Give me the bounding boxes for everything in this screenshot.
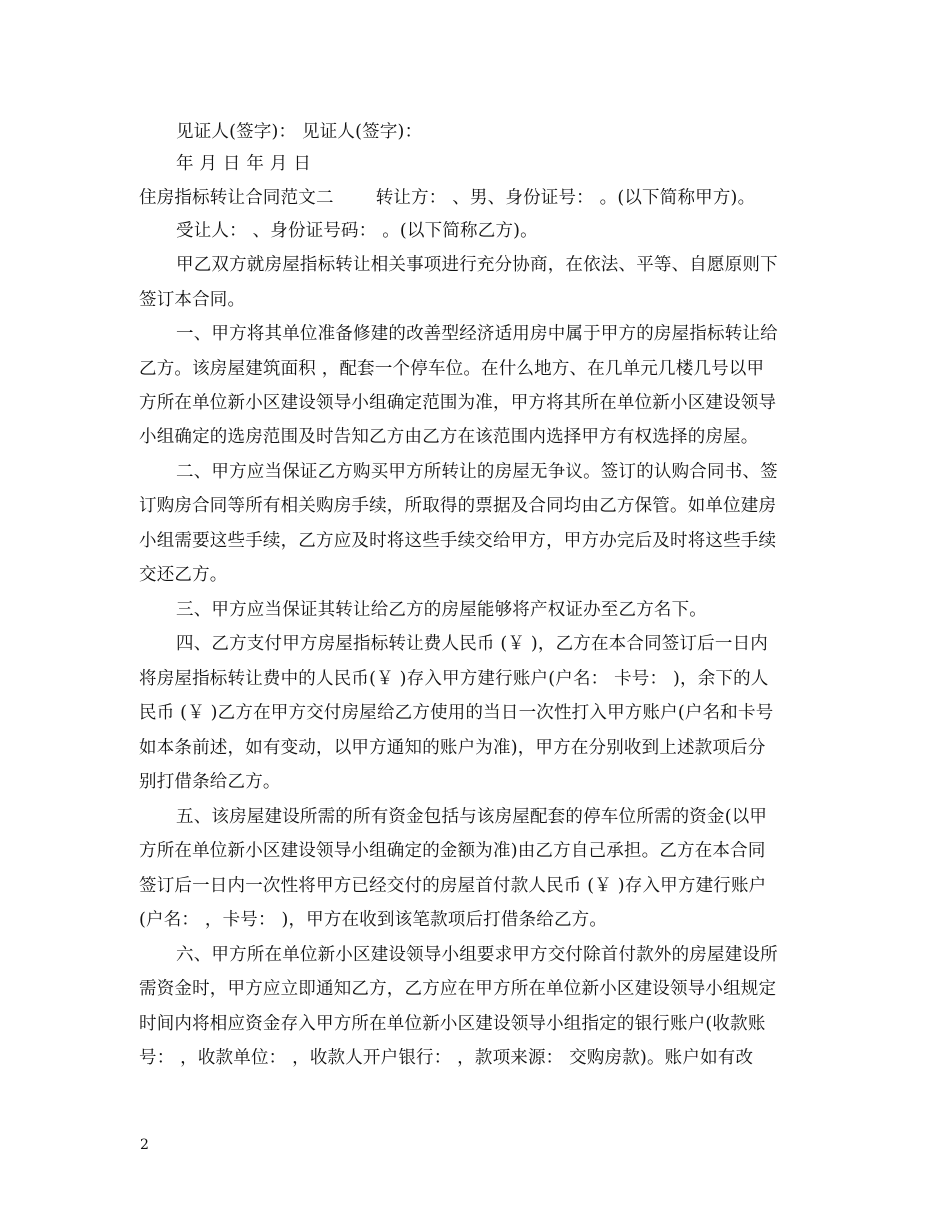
clause-4-line: 四、乙方支付甲方房屋指标转让费人民币 (￥ )，乙方在本合同签订后一日内 <box>176 634 768 654</box>
clause-1-line: 一、甲方将其单位准备修建的改善型经济适用房中属于甲方的房屋指标转让给 <box>176 324 778 344</box>
clause-1-line: 乙方。该房屋建筑面积 ，配套一个停车位。在什么地方、在几单元几楼几号以甲 <box>139 359 765 379</box>
transferor-info: 转让方： 、男、身份证号： 。(以下简称甲方)。 <box>375 188 756 208</box>
transferee-info: 受让人： 、身份证号码： 。(以下简称乙方)。 <box>176 221 538 241</box>
clause-4-line: 民币 (￥ )乙方在甲方交付房屋给乙方使用的当日一次性打入甲方账户(户名和卡号 <box>139 703 774 723</box>
clause-5-line: (户名： ，卡号： )，甲方在收到该笔款项后打借条给乙方。 <box>139 910 608 930</box>
section-title: 住房指标转让合同范文二 <box>139 188 334 208</box>
clause-3-line: 三、甲方应当保证其转让给乙方的房屋能够将产权证办至乙方名下。 <box>176 600 707 620</box>
clause-6-line: 六、甲方所在单位新小区建设领导小组要求甲方交付除首付款外的房屋建设所 <box>176 945 778 965</box>
paragraph-line: 签订本合同。 <box>139 290 246 310</box>
clause-6-line: 时间内将相应资金存入甲方所在单位新小区建设领导小组指定的银行账户(收款账 <box>139 1014 766 1034</box>
section-title-line <box>139 187 755 209</box>
clause-5-line: 方所在单位新小区建设领导小组确定的金额为准)由乙方自己承担。乙方在本合同 <box>139 841 766 861</box>
clause-2-line: 小组需要这些手续，乙方应及时将这些手续交给甲方，甲方办完后及时将这些手续 <box>139 531 777 551</box>
date-line: 年 月 日 年 月 日 <box>176 154 312 174</box>
clause-4-line: 别打借条给乙方。 <box>139 772 281 792</box>
clause-4-line: 如本条前述，如有变动，以甲方通知的账户为准)，甲方在分别收到上述款项后分 <box>139 738 766 758</box>
clause-6-line: 需资金时，甲方应立即通知乙方，乙方应在甲方所在单位新小区建设领导小组规定 <box>139 979 777 999</box>
paragraph-line: 甲乙双方就房屋指标转让相关事项进行充分协商，在依法、平等、自愿原则下 <box>176 255 778 275</box>
clause-2-line: 交还乙方。 <box>139 565 228 585</box>
clause-5-line: 五、该房屋建设所需的所有资金包括与该房屋配套的停车位所需的资金(以甲 <box>176 807 768 827</box>
clause-1-line: 小组确定的选房范围及时告知乙方由乙方在该范围内选择甲方有权选择的房屋。 <box>139 427 759 447</box>
witness-signature-line: 见证人(签字)： 见证人(签字)： <box>176 122 423 142</box>
clause-6-line: 号： ，收款单位： ，收款人开户银行： ，款项来源： 交购房款)。账户如有改 <box>139 1048 754 1068</box>
clause-2-line: 订购房合同等所有相关购房手续，所取得的票据及合同均由乙方保管。如单位建房 <box>139 496 777 516</box>
clause-2-line: 二、甲方应当保证乙方购买甲方所转让的房屋无争议。签订的认购合同书、签 <box>176 462 778 482</box>
page-number: 2 <box>140 1137 149 1153</box>
clause-5-line: 签订后一日内一次性将甲方已经交付的房屋首付款人民币 (￥ )存入甲方建行账户 <box>139 876 767 896</box>
clause-1-line: 方所在单位新小区建设领导小组确定范围为准，甲方将其所在单位新小区建设领导 <box>139 393 777 413</box>
clause-4-line: 将房屋指标转让费中的人民币(￥ )存入甲方建行账户(户名： 卡号： )，余下的人 <box>139 669 769 689</box>
